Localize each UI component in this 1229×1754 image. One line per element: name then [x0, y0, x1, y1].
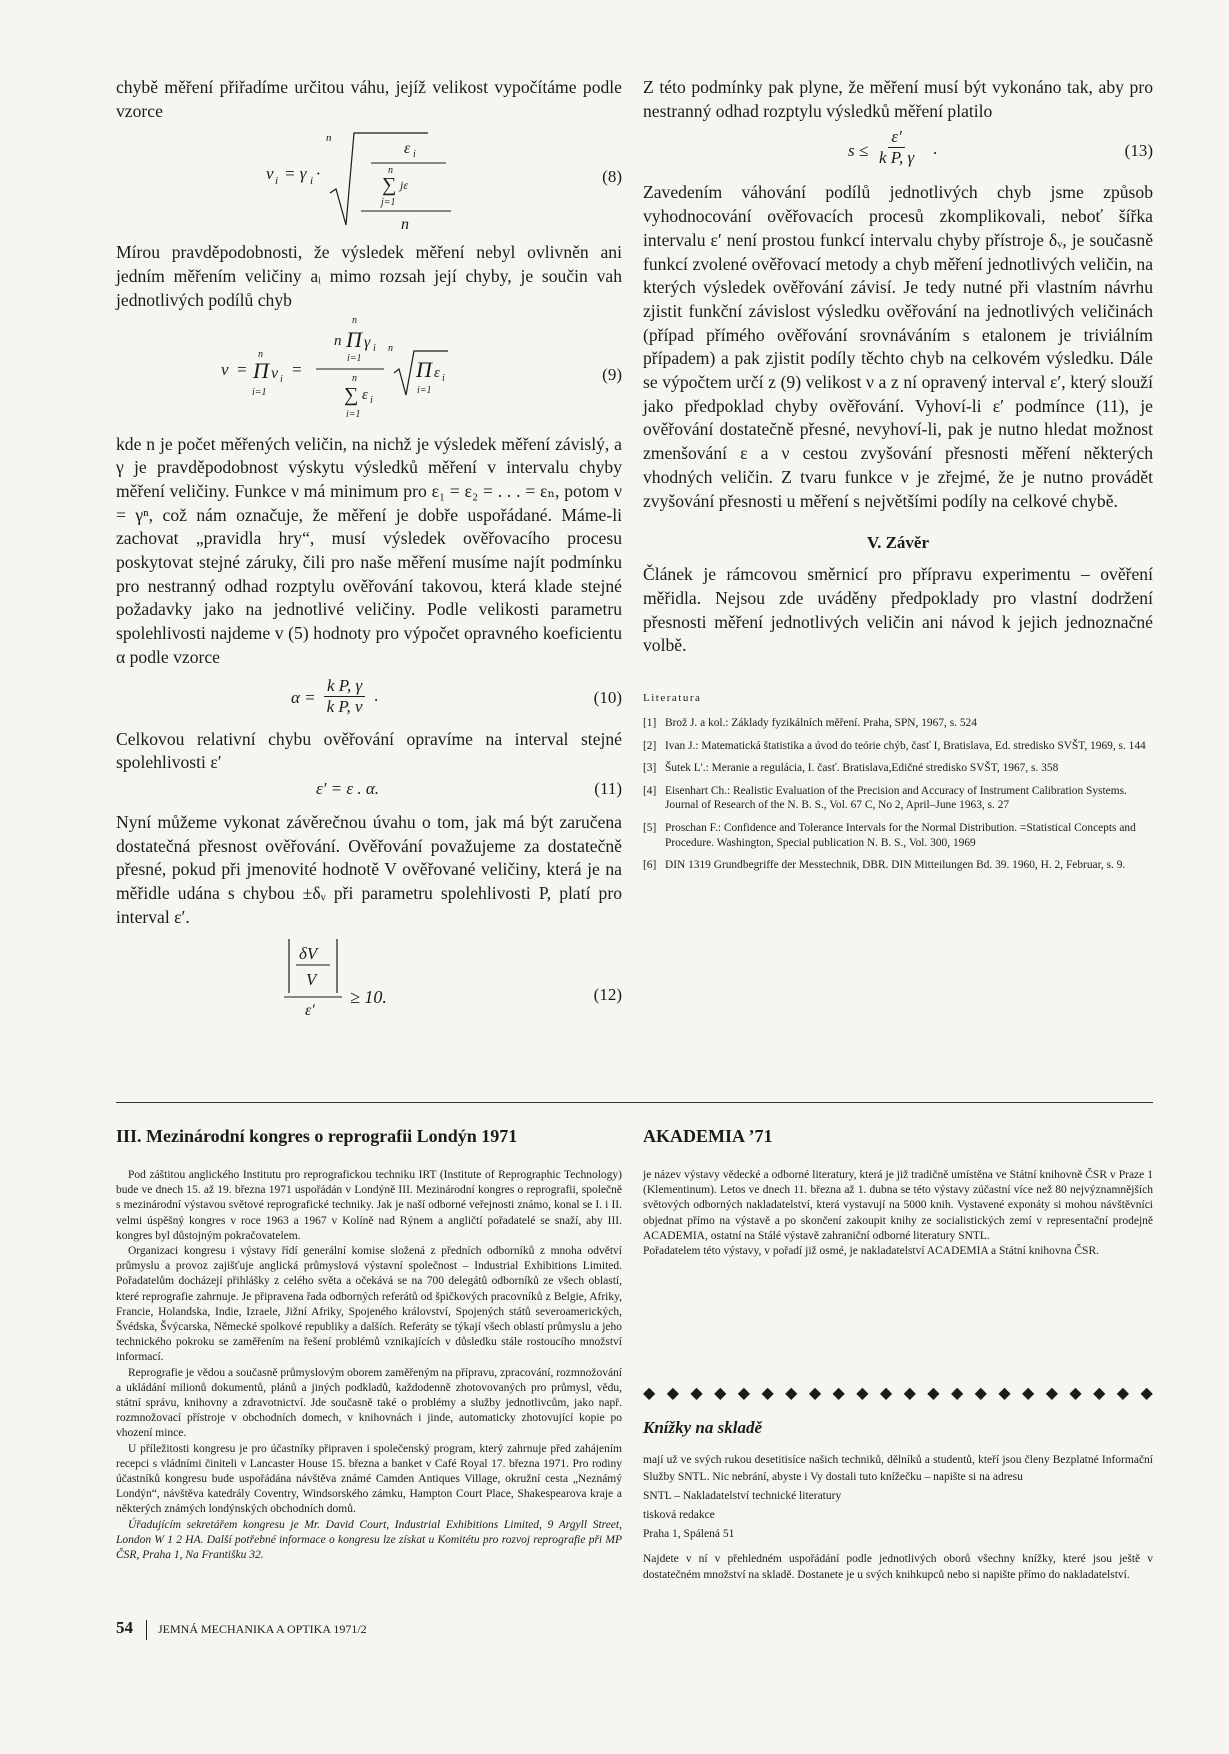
equation-12 — [116, 935, 622, 1019]
svg-text:n: n — [258, 348, 263, 360]
equation-13 — [643, 123, 1153, 175]
svg-text:i: i — [373, 342, 376, 354]
journal-name: JEMNÁ MECHANIKA A OPTIKA 1971/2 — [158, 1622, 367, 1636]
paragraph: chybě měření přiřadíme určitou váhu, jejíž velikost vypočítáme podle vzorce — [116, 77, 622, 121]
paragraph: Organizaci kongresu i výstavy řídí generální komise složená z předních odborníků z mnoha odvětví průmyslu a provoz zajišťuje anglická průmyslová výstavní společnost – Industrial Exhibitions Limited. Pořadatelům docházejí přihlášky z celého světa a očekává se na 700 delegátů odborníků ze všech oblastí, které reprografie zahrnuje. Je připravena řada odborných referátů od špičkových pracovníků z Belgie, Afriky, Francie, Holandska, Indie, Izraele, Jižní Afriky, Spojeného království, Spojených států severoamerických, Švédska, Švýcarska, Německé spolkové republiky a dalších. Referáty se týkají všech oblastí průmyslu a jeho technického pokroku se zaměřením na řešení problémů vznikajících v důsledku stále rostoucího množství informací. — [116, 1245, 622, 1364]
svg-text:n: n — [334, 332, 342, 349]
paragraph: Pod záštitou anglického Institutu pro reprografickou techniku IRT (Institute of Reprographic Technology) bude ve dnech 15. až 19. března 1971 uspořádán v Londýně III. Mezinárodní kongres o reprografii, společně s mezinárodní výstavou světové reprografické techniky. Jak je naší odborné veřejnosti známo, konal se I. i II. velmi úspěšný kongres v roce 1963 a 1967 v Kolíně nad Rýnem a angličtí pořadatelé se snaží, aby III. kongres byl důstojným pokračovatelem. — [116, 1169, 622, 1242]
equation-number: (12) — [593, 985, 622, 1005]
svg-text:ν: ν — [266, 164, 274, 184]
svg-text:n: n — [352, 314, 357, 326]
section-heading: V. Závěr — [866, 533, 929, 553]
address-line: tisková redakce — [643, 1509, 715, 1522]
svg-text:∑: ∑ — [382, 174, 397, 197]
ornament-divider: ◆ ◆ ◆ ◆ ◆ ◆ ◆ ◆ ◆ ◆ ◆ ◆ ◆ ◆ ◆ ◆ ◆ ◆ ◆ ◆ ◆ ◆ — [643, 1385, 1153, 1402]
svg-text:Π: Π — [346, 326, 362, 352]
equation-number: (13) — [1124, 141, 1153, 161]
svg-text:ε′: ε′ — [305, 1002, 315, 1020]
equation-number: (9) — [602, 364, 622, 384]
divider — [116, 1102, 1153, 1103]
reference-item: [2] Ivan J.: Matematická štatistika a úvod do teórie chýb, časť I, Bratislava, Ed. stredisko SVŠT, 1969, s. 144 — [643, 739, 1146, 752]
equation-11 — [116, 777, 622, 803]
paragraph: mají už ve svých rukou desetitisíce našich techniků, dělníků a studentů, kteří jsou členy Bezplatné Informační Služby SNTL. Nic nebrání, abyste i Vy dostali tuto knížečku – napište si na adresu — [643, 1454, 1153, 1483]
svg-text:n: n — [388, 165, 393, 177]
svg-text:i=1: i=1 — [252, 386, 267, 398]
svg-text:δV: δV — [299, 944, 318, 964]
svg-text:jε: jε — [400, 178, 409, 193]
congress-article — [116, 1168, 622, 1563]
equation-number: (8) — [602, 167, 622, 187]
fraction-numerator: ε′ — [888, 127, 904, 148]
paragraph: Z této podmínky pak plyne, že měření musí být vykonáno tak, aby pro nestranný odhad rozptylu výsledků měření platilo — [643, 77, 1153, 121]
svg-text:∑: ∑ — [344, 383, 359, 406]
paragraph: Pořadatelem této výstavy, v pořadí již osmé, je nakladatelství ACADEMIA a Státní knihovna ČSR. — [643, 1245, 1099, 1258]
paragraph: Úřadujícím sekretářem kongresu je Mr. David Court, Industrial Exhibitions Limited, 9 Argyll Street, London W 1 2 HA. Další potřebné informace o kongresu lze získat u Komitétu pro rozvoj reprografie při MP ČSR, Praha 1, Na Františku 32. — [116, 1518, 622, 1562]
paragraph: Najdete v ní v přehledném uspořádání podle jednotlivých oborů všechny knížky, které jsou ještě v dostatečném množství na skladě. Dostanete je u svých knihkupců nebo si napište přímo do nakladatelství. — [643, 1552, 1153, 1582]
knizky-title: Knížky na skladě — [643, 1418, 763, 1437]
svg-text:=: = — [236, 359, 248, 379]
equation-8 — [116, 123, 622, 233]
address-line: SNTL – Nakladatelství technické literatury — [643, 1490, 842, 1502]
paragraph: Zavedením váhování podílů jednotlivých chyb jsme způsob vyhodnocování ověřovacích procesů zkomplikovali, neboť šířka intervalu ε′ není prostou funkcí intervalu chyby přístroje δᵥ, je současně funkcí zvolené ověřovací metody a chyb měření jednotlivých veličin, na kterých výsledek ověřování závisí. Je tedy nutné při vlastním návrhu zjistit funkční závislost výsledku ověřování na jednotlivých veličinách (případ přímého ověřování srovnáváním s etalonem je triviálním případem) a pak zjistit podíly těchto chyb na celkovém výsledku. Dále se výpočtem určí z (9) velikost ν a z ní opravený interval ε′, který slouží jako předpoklad chyby ověřování. Vyhoví-li ε′ podmínce (11), je ověřování dostatečně přesné, nevyhoví-li, pak je nutno hledat možnost zmenšování ε a ν cestou zvyšování přesnosti měření některých vhodných veličin. Z tvaru funkce ν je zřejmé, že je nutno provádět zvyšování přesnosti u měření s největšími podíly na celkové chybě. — [643, 182, 1153, 511]
svg-text:i: i — [310, 175, 314, 188]
paragraph: Reprografie je vědou a současně průmyslovým oborem zaměřeným na přípravu, zpracování, rozmnožování a ukládání milionů dokumentů, plánů a jiných podkladů, každodenně zhotovovaných pro průmysl, vědu, státní správu, knihovny a zdravotnictví. Jde současně také o problémy a služby jednotlivcům, jako např. rozmnožovací přístroje v obchodních domech, v knihovnách i jinde, automaticky zhotovující kopie po vhození mince. — [116, 1366, 623, 1440]
fraction-denominator: k P, γ — [879, 148, 915, 168]
svg-text:n: n — [401, 216, 409, 234]
equation-13-fraction — [879, 127, 914, 168]
page-footer — [116, 1618, 367, 1640]
equation-9-formula — [116, 313, 586, 423]
svg-text:≥ 10.: ≥ 10. — [350, 987, 387, 1008]
svg-text:i: i — [442, 372, 445, 384]
equation-11-formula: ε′ = ε . α. — [316, 778, 380, 798]
fraction-denominator: k P, ν — [326, 696, 363, 716]
equation-13-lhs: s ≤ — [848, 141, 869, 161]
svg-text:n: n — [388, 342, 393, 354]
paragraph: je název výstavy vědecké a odborné literatury, která je již tradičně umístěna ve Státní knihovně ČSR v Praze 1 (Klementinum). Letos ve dnech 11. března až 1. dubna se této výstavy zúčastní více než 80 nejvýznamnějších světových odborných nakladatelství, která vystavují na 5000 knih. Vystavené exponáty si mohou návštěvníci objednat přímo na výstavě a po skončení zakoupit knihy ze socialistických zemí v representační prodejně ACADEMIA, ostatní na Stálé výstavě zahraniční odborné literatury SNTL. — [643, 1169, 1153, 1242]
svg-text:i: i — [280, 373, 283, 385]
svg-text:i: i — [275, 175, 279, 188]
paragraph: Celkovou relativní chybu ověřování opravíme na interval stejné spolehlivosti ε′ — [116, 728, 622, 773]
equation-number: (10) — [593, 687, 622, 707]
reference-item: [3] Šutek L'.: Meranie a regulácia, I. časť. Bratislava,Edičné stredisko SVŠT, 1967, s. 358 — [643, 762, 1059, 775]
svg-text:j=1: j=1 — [381, 197, 396, 209]
knizky-article — [643, 1452, 1153, 1584]
svg-text:ε: ε — [362, 386, 368, 403]
equation-12-formula — [116, 935, 586, 1019]
akademia-article — [643, 1168, 1153, 1259]
reference-item: [5] Proschan F.: Confidence and Tolerance Intervals for the Normal Distribution. =Statistical Concepts and Procedure. Washington, Special publication N. B. S., Vol. 300, 1969 — [643, 822, 1136, 849]
reference-item: [4] Eisenhart Ch.: Realistic Evaluation of the Precision and Accuracy of Instrument Calibration Systems. Journal of Research of the N. B. S., Vol. 67 C, No 2, April–June 1963, s. 27 — [643, 784, 1127, 812]
svg-text:i=1: i=1 — [346, 408, 361, 420]
paragraph: kde n je počet měřených veličin, na nichž je výsledek měření závislý, a γ je pravděpodobnost výskytu výsledků měření v intervalu chyby měření veličiny. Funkce ν má minimum pro ε₁ = ε₂ = . . . = εₙ, potom ν = γⁿ, což nám označuje, že měření je dobře uspořádané. Máme-li zachovat „pravidla hry“, musí výsledek ověřovacího procesu poskytovat stejné záruky, čili pro naše měření musíme najít podmínku pro nestranný odhad rozptylu ověřování takovou, která klade stejné požadavky jako na jednotlivé veličiny. Podle velikosti parametru spolehlivosti najdeme v (5) hodnoty pro výpočet opravného koeficientu α podle vzorce — [116, 433, 622, 667]
svg-text:= γ: = γ — [284, 164, 307, 184]
paragraph: Nyní můžeme vykonat závěrečnou úvahu o tom, jak má být zaručena dostatečná přesnost ověřování. Ověřování považujeme za dostatečně přesné, pokud při jmenovité hodnotě V ověřované veličiny, která je na měřidle udána s chybou ±δᵥ při parametru spolehlivosti P, platí pro interval ε′. — [116, 811, 622, 927]
equation-10 — [116, 676, 622, 722]
equation-8-formula — [116, 123, 586, 233]
reference-item: [1] Brož J. a kol.: Základy fyzikálních měření. Praha, SPN, 1967, s. 524 — [643, 717, 977, 730]
equation-10-fraction — [324, 676, 365, 717]
svg-text:γ: γ — [364, 333, 371, 351]
svg-text:ν: ν — [221, 359, 229, 379]
svg-text:Π: Π — [416, 356, 432, 382]
references — [643, 692, 1153, 873]
svg-text:ν: ν — [271, 364, 279, 382]
references-title: Literatura — [643, 692, 702, 705]
paragraph: Článek je rámcovou směrnicí pro přípravu experimentu – ověření měřidla. Nejsou zde uváděny předpoklady pro vlastní dodržení přesnosti měření jednotlivých veličin ani návod k jejich jednoznačné volbě. — [643, 564, 1153, 656]
equation-number: (11) — [594, 778, 622, 798]
address-line: Praha 1, Spálená 51 — [643, 1528, 735, 1541]
congress-title: III. Mezinárodní kongres o reprografii Londýn 1971 — [116, 1126, 518, 1146]
svg-text:i: i — [413, 149, 416, 161]
svg-text:V: V — [306, 970, 317, 990]
svg-text:n: n — [352, 372, 357, 384]
page-number: 54 — [116, 1618, 133, 1637]
svg-text:·: · — [316, 164, 321, 184]
paragraph: U příležitosti kongresu je pro účastníky připraven i společenský program, který zahrnuje před zahájením recepci s vládními činiteli v Lancaster House 15. března a banket v Café Royal 17. března 1971. Pro rodiny účastníků kongresu bude uspořádána návštěva známé Camden Antiques Village, okružní cesta „Neznámý Londýn“, návštěva katedrály Coventry, Windsorského zámku, Hampton Court Place, Shakespearova kraje a některých známých londýnských obchodních domů. — [116, 1442, 622, 1516]
left-column — [116, 76, 622, 1019]
svg-text:=: = — [291, 359, 303, 379]
equation-9 — [116, 313, 622, 423]
right-column — [643, 76, 1153, 881]
svg-text:Π: Π — [253, 357, 269, 383]
svg-text:ε: ε — [434, 364, 440, 381]
equation-period: . — [374, 685, 379, 705]
equation-10-lhs: α = — [291, 687, 316, 707]
svg-text:ε: ε — [404, 140, 411, 158]
fraction-numerator: k P, γ — [324, 676, 365, 697]
equation-period: . — [933, 139, 938, 159]
svg-text:i=1: i=1 — [347, 352, 362, 364]
footer-separator — [146, 1620, 147, 1640]
akademia-title: AKADEMIA ’71 — [643, 1126, 773, 1146]
svg-text:i: i — [370, 394, 373, 406]
reference-item: [6] DIN 1319 Grundbegriffe der Messtechnik, DBR. DIN Mitteilungen Bd. 39. 1960, H. 2, Februar, s. 9. — [643, 859, 1126, 872]
svg-text:i=1: i=1 — [417, 384, 432, 396]
svg-text:n: n — [326, 132, 332, 145]
paragraph: Mírou pravděpodobnosti, že výsledek měření nebyl ovlivněn ani jedním měřením veličiny aᵢ mimo rozsah její chyby, je součin vah jednotlivých podílů chyb — [116, 242, 622, 310]
